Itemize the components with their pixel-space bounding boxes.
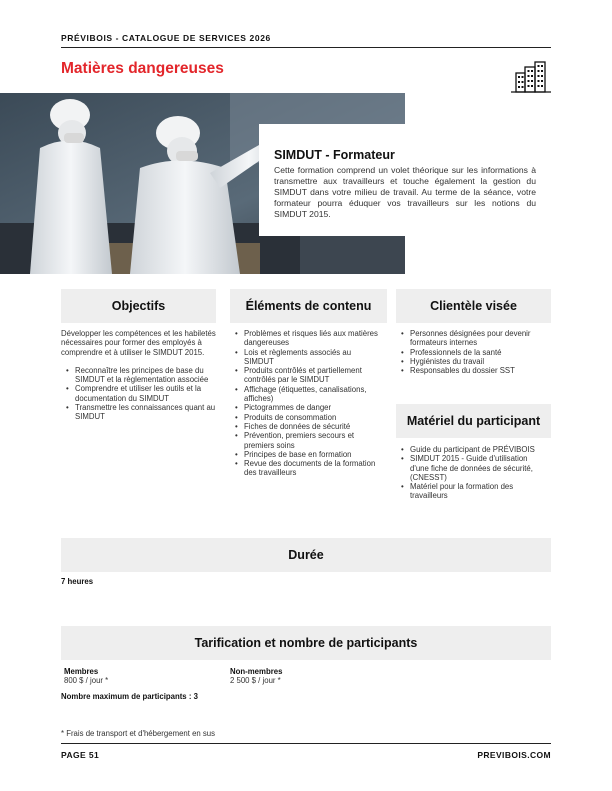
objectifs-section (61, 329, 218, 422)
clientele-heading: Clientèle visée (396, 289, 551, 323)
list-item: • Guide du participant de PRÉVIBOIS (410, 445, 546, 454)
list-item: • SIMDUT 2015 - Guide d'utilisation d'une fiche de données de sécurité, (CNESST) (410, 454, 546, 482)
materiel-section (396, 445, 546, 501)
non-membres-price: 2 500 $ / jour * (230, 676, 281, 685)
course-title: SIMDUT - Formateur (274, 148, 395, 162)
list-item: • Reconnaître les principes de base du SIMDUT et la règlementation associée (75, 366, 218, 385)
list-item: • Revue des documents de la formation des travailleurs (244, 459, 382, 478)
list-item: • Principes de base en formation (244, 450, 382, 459)
website-link: PREVIBOIS.COM (477, 750, 551, 760)
list-item: • Affichage (étiquettes, canalisations, affiches) (244, 385, 382, 404)
contenu-list (230, 329, 382, 478)
list-item: • Produits contrôlés et partiellement contrôlés par le SIMDUT (244, 366, 382, 385)
list-item: • Prévention, premiers secours et premiers soins (244, 431, 382, 450)
list-item: • Fiches de données de sécurité (244, 422, 382, 431)
non-membres-label: Non-membres (230, 667, 283, 676)
list-item: • Transmettre les connaissances quant au SIMDUT (75, 403, 218, 422)
city-buildings-icon (510, 59, 552, 95)
list-item: • Pictogrammes de danger (244, 403, 382, 412)
course-description: Cette formation comprend un volet théorique sur les informations à transmettre aux travailleurs et touche également la gestion du SIMDUT dans votre milieu de travail. Au terme de la séance, votre formateur pourra éduquer vos travailleurs sur les notions du SIMDUT 2015. (274, 165, 536, 219)
list-item: • Problèmes et risques liés aux matières dangereuses (244, 329, 382, 348)
objectifs-heading: Objectifs (61, 289, 216, 323)
list-item: • Personnes désignées pour devenir formateurs internes (410, 329, 551, 348)
duree-value: 7 heures (61, 577, 94, 586)
list-item: • Hygiénistes du travail (410, 357, 551, 366)
list-item: • Professionnels de la santé (410, 348, 551, 357)
membres-price: 800 $ / jour * (64, 676, 109, 685)
clientele-list (396, 329, 551, 375)
list-item: • Lois et règlements associés au SIMDUT (244, 348, 382, 367)
contenu-section (230, 329, 382, 478)
list-item: • Matériel pour la formation des travailleurs (410, 482, 546, 501)
catalog-header-title: PRÉVIBOIS - CATALOGUE DE SERVICES 2026 (61, 33, 271, 43)
objectifs-paragraph: Développer les compétences et les habiletés nécessaires pour former des employés à comprendre et à utiliser le SIMDUT 2015. (61, 329, 216, 357)
max-participants: Nombre maximum de participants : 3 (61, 692, 198, 701)
duree-heading: Durée (61, 538, 551, 572)
materiel-list (396, 445, 546, 501)
page-number: PAGE 51 (61, 750, 100, 760)
materiel-heading: Matériel du participant (396, 404, 551, 438)
footnote: * Frais de transport et d'hébergement en sus (61, 729, 216, 738)
list-item: • Responsables du dossier SST (410, 366, 551, 375)
tarification-heading: Tarification et nombre de participants (61, 626, 551, 660)
contenu-heading: Éléments de contenu (230, 289, 387, 323)
header-rule (61, 47, 551, 48)
footer-rule (61, 743, 551, 744)
clientele-section (396, 329, 551, 375)
list-item: • Comprendre et utiliser les outils et la documentation du SIMDUT (75, 384, 218, 403)
membres-label: Membres (64, 667, 99, 676)
page-title: Matières dangereuses (61, 60, 224, 77)
list-item: • Produits de consommation (244, 413, 382, 422)
objectifs-list (61, 366, 218, 422)
